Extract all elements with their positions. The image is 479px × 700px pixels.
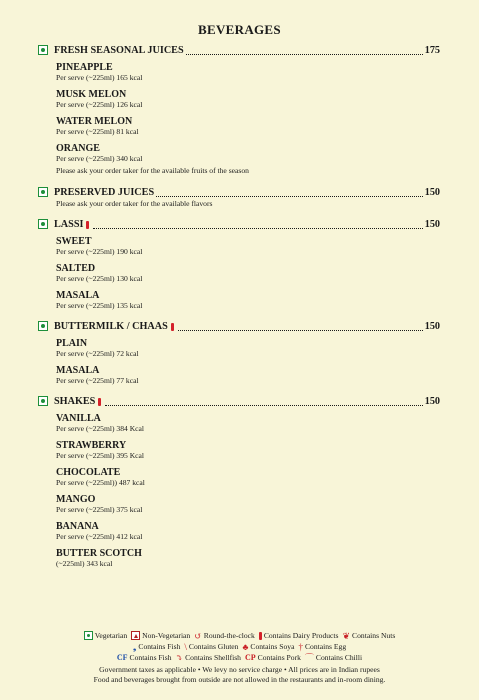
item-calories: Per serve (~225ml)) 487 kcal xyxy=(56,478,145,487)
menu-list xyxy=(38,44,440,577)
section-title: LASSI xyxy=(54,219,84,230)
item-name: VANILLA xyxy=(56,413,101,424)
section-price: 150 xyxy=(424,187,440,198)
dairy-icon xyxy=(98,398,101,406)
dot-leader xyxy=(156,195,423,197)
legend-item xyxy=(194,630,255,641)
menu-section xyxy=(38,186,440,209)
menu-item xyxy=(56,89,440,110)
chilli-icon: ⌒ xyxy=(304,652,314,663)
dot-leader xyxy=(105,404,422,406)
item-calories: Per serve (~225ml) 395 Kcal xyxy=(56,451,145,460)
legend-label: Contains Pork xyxy=(257,653,301,662)
legend-label: Non-Vegetarian xyxy=(142,631,191,640)
item-name: WATER MELON xyxy=(56,116,133,127)
shellfish-icon: ⤵ xyxy=(175,652,184,663)
veg-icon xyxy=(38,396,48,406)
item-name: ORANGE xyxy=(56,143,100,154)
legend-label: Contains Egg xyxy=(304,642,347,651)
veg-icon xyxy=(38,321,48,331)
item-name: CHOCOLATE xyxy=(56,467,121,478)
menu-item xyxy=(56,62,440,83)
item-calories: Per serve (~225ml) 126 kcal xyxy=(56,100,143,109)
item-calories: Per serve (~225ml) 375 kcal xyxy=(56,505,143,514)
section-header xyxy=(38,186,440,199)
veg-icon xyxy=(38,219,48,229)
legend-item xyxy=(242,641,294,652)
dot-leader xyxy=(93,227,422,229)
menu-item xyxy=(56,365,440,386)
item-name: MASALA xyxy=(56,365,100,376)
legend-row-3 xyxy=(0,652,479,663)
cp-icon: CP xyxy=(244,653,256,662)
legend-label: Contains Shellfish xyxy=(185,653,241,662)
item-name: PLAIN xyxy=(56,338,88,349)
legend-label: Contains Dairy Products xyxy=(263,631,339,640)
item-name: MANGO xyxy=(56,494,96,505)
legend-row-1 xyxy=(0,630,479,641)
legend-item xyxy=(305,652,362,663)
item-calories: Per serve (~225ml) 190 kcal xyxy=(56,247,143,256)
dot-leader xyxy=(186,53,423,55)
item-name: STRAWBERRY xyxy=(56,440,127,451)
item-list xyxy=(56,413,440,569)
item-calories: Per serve (~225ml) 135 kcal xyxy=(56,301,143,310)
menu-item xyxy=(56,548,440,569)
legend-item xyxy=(245,652,301,663)
legend-label: Contains Gluten xyxy=(188,642,239,651)
section-header xyxy=(38,395,440,408)
section-title: BUTTERMILK / CHAAS xyxy=(54,321,168,332)
dairy-icon xyxy=(259,632,262,640)
dairy-icon xyxy=(171,323,174,331)
menu-item xyxy=(56,494,440,515)
item-name: SALTED xyxy=(56,263,96,274)
menu-section xyxy=(38,218,440,311)
section-title: SHAKES xyxy=(54,396,96,407)
section-title: FRESH SEASONAL JUICES xyxy=(54,45,184,56)
legend-item xyxy=(343,630,396,641)
menu-item xyxy=(56,467,440,488)
section-header xyxy=(38,44,440,57)
item-calories: Per serve (~225ml) 412 kcal xyxy=(56,532,143,541)
menu-item xyxy=(56,440,440,461)
page-title: BEVERAGES xyxy=(198,22,281,37)
menu-item xyxy=(56,413,440,434)
menu-item xyxy=(56,143,440,176)
legend xyxy=(0,630,479,685)
item-name: PINEAPPLE xyxy=(56,62,113,73)
nuts-icon: ❦ xyxy=(342,630,351,641)
fish-icon: ❟ xyxy=(132,641,137,652)
non-veg-icon xyxy=(131,631,140,640)
section-title: PRESERVED JUICES xyxy=(54,187,155,198)
item-list xyxy=(56,338,440,386)
menu-section xyxy=(38,395,440,569)
cf-icon: CF xyxy=(116,653,128,662)
veg-icon xyxy=(38,45,48,55)
item-name: MUSK MELON xyxy=(56,89,127,100)
legend-item xyxy=(131,630,190,641)
item-calories: Per serve (~225ml) 77 kcal xyxy=(56,376,139,385)
gluten-icon: \ xyxy=(184,641,187,652)
legend-item xyxy=(184,641,238,652)
section-header xyxy=(38,218,440,231)
section-header xyxy=(38,320,440,333)
menu-section xyxy=(38,320,440,386)
footer-taxes: Government taxes as applicable • We levy no service charge • All prices are in Indian rupees xyxy=(99,665,380,674)
section-price: 150 xyxy=(424,219,440,230)
section-price: 150 xyxy=(424,321,440,332)
dot-leader xyxy=(178,329,423,331)
item-calories: Per serve (~225ml) 165 kcal xyxy=(56,73,143,82)
item-name: BANANA xyxy=(56,521,99,532)
veg-icon xyxy=(84,631,93,640)
legend-item xyxy=(133,641,181,652)
clock-icon: ↺ xyxy=(194,630,202,641)
item-calories: Per serve (~225ml) 130 kcal xyxy=(56,274,143,283)
legend-item xyxy=(117,652,172,663)
item-list xyxy=(56,62,440,176)
menu-section xyxy=(38,44,440,176)
soya-icon: ♣ xyxy=(242,641,249,652)
menu-item xyxy=(56,263,440,284)
section-price: 175 xyxy=(424,45,440,56)
legend-label: Contains Nuts xyxy=(352,631,396,640)
menu-item xyxy=(56,521,440,542)
legend-label: Contains Fish xyxy=(138,642,181,651)
legend-label: Vegetarian xyxy=(94,631,128,640)
legend-row-2 xyxy=(0,641,479,652)
menu-item xyxy=(56,338,440,359)
menu-item xyxy=(56,236,440,257)
legend-label: Contains Soya xyxy=(250,642,295,651)
item-calories: Per serve (~225ml) 340 kcal xyxy=(56,154,143,163)
legend-label: Contains Chilli xyxy=(315,653,363,662)
legend-label: Contains Fish xyxy=(129,653,172,662)
dairy-icon xyxy=(86,221,89,229)
section-note: Please ask your order taker for the available flavors xyxy=(56,199,213,208)
item-name: MASALA xyxy=(56,290,100,301)
menu-item xyxy=(56,290,440,311)
item-note: Please ask your order taker for the available fruits of the season xyxy=(56,166,249,175)
item-name: SWEET xyxy=(56,236,92,247)
item-name: BUTTER SCOTCH xyxy=(56,548,142,559)
item-list xyxy=(56,236,440,311)
item-calories: Per serve (~225ml) 384 Kcal xyxy=(56,424,145,433)
legend-item xyxy=(84,630,127,641)
legend-item xyxy=(176,652,241,663)
section-price: 150 xyxy=(424,396,440,407)
menu-item xyxy=(56,116,440,137)
legend-item xyxy=(298,641,346,652)
egg-icon: † xyxy=(298,641,303,652)
legend-label: Round-the-clock xyxy=(203,631,255,640)
item-calories: Per serve (~225ml) 81 kcal xyxy=(56,127,139,136)
item-calories: (~225ml) 343 kcal xyxy=(56,559,113,568)
footer-outside-food: Food and beverages brought from outside are not allowed in the restaurants and in-room dining. xyxy=(93,675,386,684)
veg-icon xyxy=(38,187,48,197)
legend-item xyxy=(259,630,339,641)
item-calories: Per serve (~225ml) 72 kcal xyxy=(56,349,139,358)
